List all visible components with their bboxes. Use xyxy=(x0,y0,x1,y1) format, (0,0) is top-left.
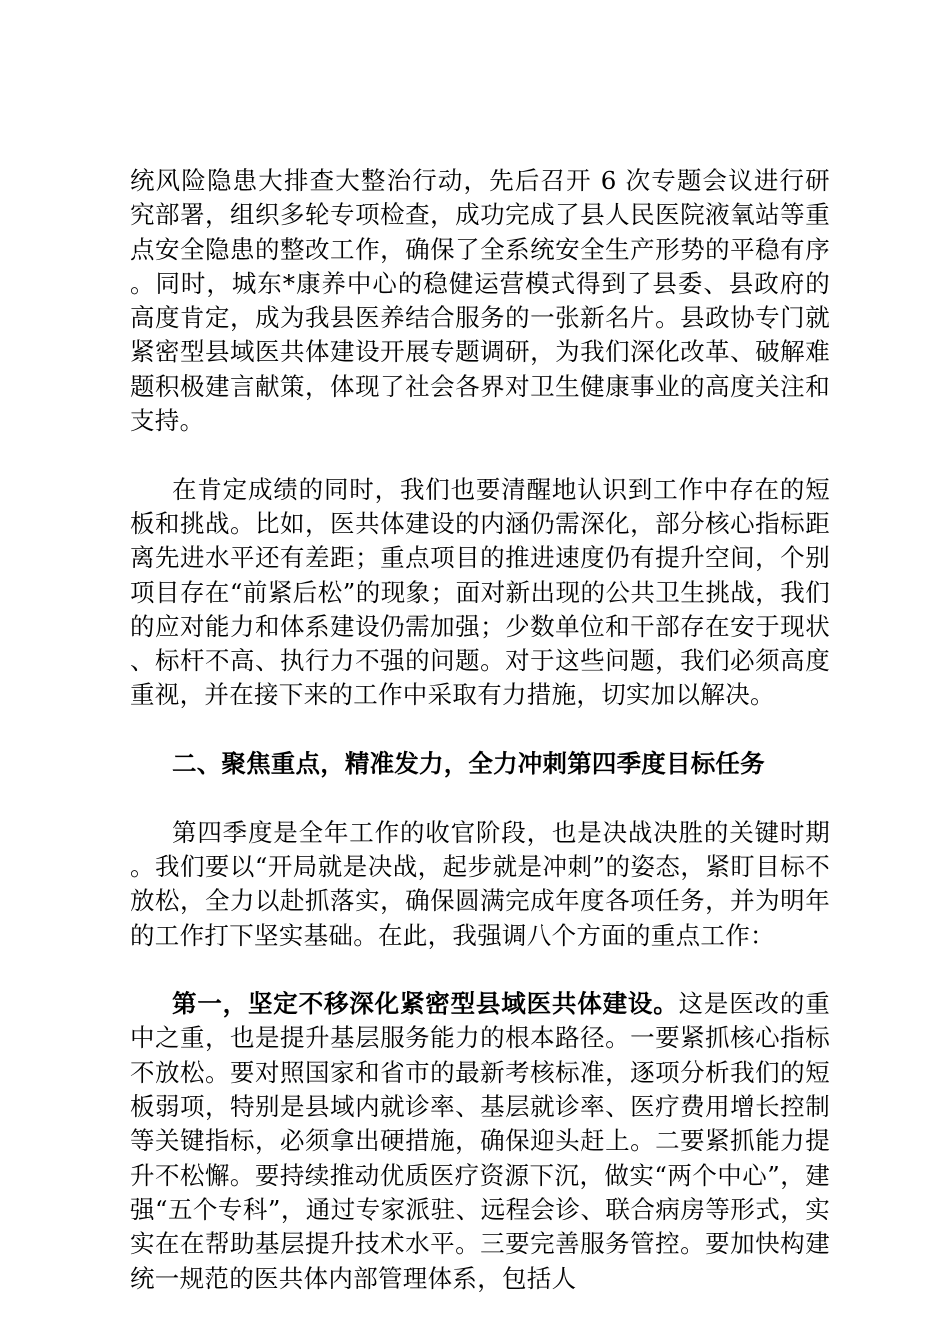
document-page xyxy=(130,164,830,1296)
paragraph-shortcomings: 在肯定成绩的同时，我们也要清醒地认识到工作中存在的短板和挑战。比如，医共体建设的内涵仍需深化，部分核心指标距离先进水平还有差距；重点项目的推进速度仍有提升空间，个别项目存在“前紧后松”的现象；面对新出现的公共卫生挑战，我们的应对能力和体系建设仍需加强；少数单位和干部存在安于现状、标杆不高、执行力不强的问题。对于这些问题，我们必须高度重视，并在接下来的工作中采取有力措施，切实加以解决。 xyxy=(130,474,830,710)
section-heading-2: 二、聚焦重点，精准发力，全力冲刺第四季度目标任务 xyxy=(172,749,765,779)
paragraph-lead-bold: 第一，坚定不移深化紧密型县域医共体建设。 xyxy=(172,989,679,1019)
paragraph-body: 这是医改的重中之重，也是提升基层服务能力的根本路径。一要紧抓核心指标不放松。要对照国家和省市的最新考核标准，逐项分析我们的短板弱项，特别是县域内就诊率、基层就诊率、医疗费用增长控制等关键指标，必须拿出硬措施，确保迎头赶上。二要紧抓能力提升不松懈。要持续推动优质医疗资源下沉，做实“两个中心”，建强“五个专科”，通过专家派驻、远程会诊、联合病房等形式，实实在在帮助基层提升技术水平。三要完善服务管控。要加快构建统一规范的医共体内部管理体系，包括人 xyxy=(130,989,830,1293)
paragraph-medical-community xyxy=(130,987,830,1296)
paragraph-risk-inspection: 统风险隐患大排查大整治行动，先后召开 6 次专题会议进行研究部署，组织多轮专项检查，成功完成了县人民医院液氧站等重点安全隐患的整改工作，确保了全系统安全生产形势的平稳有序。同时，城东*康养中心的稳健运营模式得到了县委、县政府的高度肯定，成为我县医养结合服务的一张新名片。县政协专门就紧密型县域医共体建设开展专题调研，为我们深化改革、破解难题积极建言献策，体现了社会各界对卫生健康事业的高度关注和支持。 xyxy=(130,166,830,436)
paragraph-fourth-quarter: 第四季度是全年工作的收官阶段，也是决战决胜的关键时期。我们要以“开局就是决战，起步就是冲刺”的姿态，紧盯目标不放松，全力以赴抓落实，确保圆满完成年度各项任务，并为明年的工作打下坚实基础。在此，我强调八个方面的重点工作： xyxy=(130,817,830,950)
